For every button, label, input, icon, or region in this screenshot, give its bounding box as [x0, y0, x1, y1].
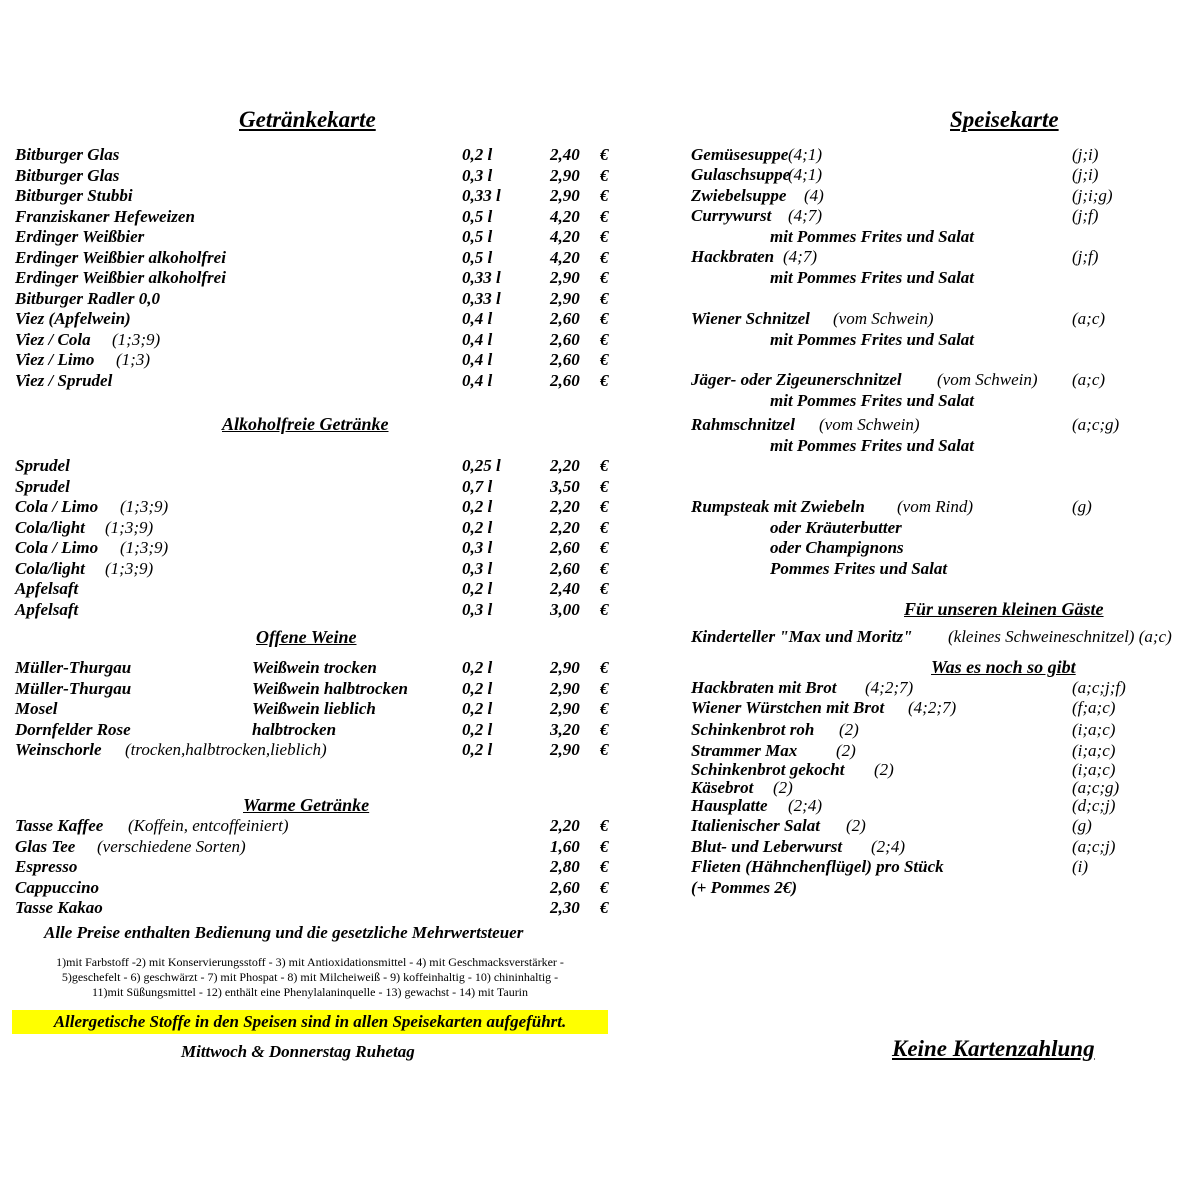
item-name: Apfelsaft [15, 579, 79, 598]
item-name: Apfelsaft [15, 599, 79, 619]
item-size: 0,2 l [462, 699, 493, 718]
item-name: Cola / Limo [15, 538, 99, 557]
item-note: (2) [836, 741, 856, 760]
wine-row [15, 699, 615, 719]
item-price: 2,60 [550, 329, 580, 349]
item-name: Wiener Schnitzel [691, 309, 810, 328]
item-note: (1;3;9) [112, 329, 161, 349]
item-name: Flieten (Hähnchenflügel) pro Stück [691, 857, 944, 876]
item-name: Currywurst [691, 206, 772, 225]
item-description: mit Pommes Frites und Salat [770, 391, 975, 410]
item-price: 2,90 [550, 288, 580, 308]
item-size: 0,33 l [462, 268, 501, 287]
item-description: mit Pommes Frites und Salat [770, 227, 975, 246]
item-note: (2) [773, 778, 793, 797]
item-allergens: (a;c;j) [1072, 837, 1116, 856]
extras-title: Was es noch so gibt [931, 657, 1076, 677]
item-note: (vom Schwein) [833, 309, 934, 328]
item-size: 0,33 l [462, 288, 501, 308]
item-name: Viez / Sprudel [15, 370, 113, 390]
item-size: 0,4 l [462, 370, 493, 390]
item-size: 0,2 l [462, 145, 493, 164]
item-price: 3,00 [550, 599, 580, 619]
item-allergens: (i;a;c) [1072, 760, 1116, 779]
drink-row [15, 330, 615, 350]
item-note: (kleines Schweineschnitzel) (a;c) [948, 627, 1172, 646]
item-name: Bitburger Stubbi [15, 186, 133, 205]
drink-row [15, 207, 615, 227]
item-price: 3,50 [550, 476, 580, 496]
food-row [691, 415, 1191, 435]
item-size: 0,4 l [462, 350, 493, 369]
item-name: Hackbraten mit Brot [691, 678, 837, 697]
item-currency: € [600, 719, 609, 739]
item-name: Bitburger Radler 0,0 [15, 288, 160, 308]
item-name: Cola/light [15, 517, 85, 537]
item-allergens: (d;c;j) [1072, 796, 1116, 815]
hot-drink-row [15, 878, 615, 898]
extra-row [691, 837, 1191, 857]
item-name: Cappuccino [15, 877, 100, 897]
item-size: 0,33 l [462, 186, 501, 205]
wine-row [15, 679, 615, 699]
item-name: Viez / Cola [15, 329, 91, 349]
item-description: mit Pommes Frites und Salat [770, 330, 975, 349]
item-note: (verschiedene Sorten) [97, 836, 246, 856]
item-name: Schinkenbrot gekocht [691, 760, 845, 779]
extra-row [691, 720, 1191, 740]
item-type: Weißwein lieblich [252, 699, 376, 718]
item-name: Strammer Max [691, 741, 798, 760]
item-price: 2,60 [550, 558, 580, 578]
item-size: 0,5 l [462, 206, 493, 226]
item-price: 2,90 [550, 678, 580, 698]
item-allergens: (a;c;j;f) [1072, 678, 1126, 697]
item-allergens: (j;f) [1072, 206, 1099, 225]
hot-drink-row [15, 898, 615, 918]
item-size: 0,2 l [462, 497, 493, 516]
item-name: Müller-Thurgau [15, 658, 132, 677]
extra-row [691, 698, 1191, 718]
item-name: Cola/light [15, 558, 85, 578]
footnote-line: 1)mit Farbstoff -2) mit Konservierungsstoff - 3) mit Antioxidationsmittel - 4) mit Geschmacksverstärker - [56, 955, 564, 969]
hot-drink-row [15, 857, 615, 877]
item-price: 2,40 [550, 145, 580, 164]
drink-row [15, 456, 615, 476]
item-currency: € [600, 658, 609, 677]
kids-item [691, 627, 1196, 647]
item-name: Tasse Kaffee [15, 816, 104, 835]
item-price: 2,90 [550, 165, 580, 185]
item-name: Erdinger Weißbier alkoholfrei [15, 268, 226, 287]
item-note: (2) [846, 816, 866, 835]
item-price: 2,60 [550, 877, 580, 897]
item-allergens: (a;c) [1072, 370, 1106, 389]
item-note: (4;2;7) [865, 678, 914, 697]
allergy-note: Allergetische Stoffe in den Speisen sind in allen Speisekarten aufgeführt. [12, 1010, 608, 1034]
weinschorle-row [15, 740, 615, 760]
food-sub-row [691, 518, 1191, 538]
footnote-line: 11)mit Süßungsmittel - 12) enthält eine Phenylalaninquelle - 13) gewachst - 14) mit Taurin [91, 985, 529, 999]
item-currency: € [600, 329, 609, 349]
item-size: 0,2 l [462, 579, 493, 598]
extra-row [691, 741, 1191, 761]
item-currency: € [600, 599, 609, 619]
food-sub-row [691, 559, 1191, 579]
extra-row [691, 857, 1191, 877]
item-price: 2,90 [550, 186, 580, 205]
item-allergens: (i;a;c) [1072, 720, 1116, 739]
item-size: 0,4 l [462, 329, 493, 349]
item-price: 2,90 [550, 658, 580, 677]
item-price: 1,60 [550, 836, 580, 856]
item-note: (2) [874, 760, 894, 779]
hot-drink-row [15, 837, 615, 857]
item-name: Sprudel [15, 456, 70, 475]
item-currency: € [600, 476, 609, 496]
item-allergens: (j;i) [1072, 145, 1099, 164]
item-currency: € [600, 288, 609, 308]
drink-row [15, 289, 615, 309]
item-size: 0,2 l [462, 740, 493, 759]
drink-row [15, 166, 615, 186]
item-description: mit Pommes Frites und Salat [770, 436, 975, 455]
item-name: Gemüsesuppe [691, 145, 789, 164]
item-price: 2,90 [550, 699, 580, 718]
item-price: 2,20 [550, 456, 580, 475]
item-price: 2,60 [550, 370, 580, 390]
item-description: oder Kräuterbutter [770, 518, 902, 537]
food-sub-row [691, 227, 1191, 247]
hot-drinks-title: Warme Getränke [243, 795, 370, 815]
item-currency: € [600, 497, 609, 516]
item-currency: € [600, 165, 609, 185]
drink-row [15, 350, 615, 370]
item-size: 0,2 l [462, 719, 493, 739]
food-row [691, 247, 1191, 267]
item-price: 2,90 [550, 740, 580, 759]
drink-row [15, 497, 615, 517]
item-name: (+ Pommes 2€) [691, 878, 798, 897]
item-name: Hausplatte [691, 796, 768, 815]
item-price: 4,20 [550, 227, 580, 246]
item-currency: € [600, 678, 609, 698]
item-note: (vom Schwein) [819, 415, 920, 434]
extra-row [691, 778, 1191, 798]
drink-row [15, 579, 615, 599]
drink-row [15, 518, 615, 538]
item-price: 2,60 [550, 538, 580, 557]
item-name: Erdinger Weißbier alkoholfrei [15, 247, 226, 267]
extra-row [691, 678, 1191, 698]
drink-row [15, 248, 615, 268]
item-name: Cola / Limo [15, 497, 99, 516]
item-size: 0,3 l [462, 165, 493, 185]
item-note: (1;3;9) [120, 538, 169, 557]
item-note: (4;1) [788, 145, 822, 164]
item-note: (2;4) [788, 796, 822, 815]
item-price: 2,60 [550, 350, 580, 369]
item-price: 2,40 [550, 579, 580, 598]
item-currency: € [600, 206, 609, 226]
item-note: (4;7) [788, 206, 822, 225]
item-price: 4,20 [550, 206, 580, 226]
closed-days-note: Mittwoch & Donnerstag Ruhetag [181, 1042, 415, 1061]
item-size: 0,2 l [462, 678, 493, 698]
wine-row [15, 658, 615, 678]
item-name: Franziskaner Hefeweizen [15, 206, 195, 226]
item-currency: € [600, 740, 609, 759]
item-name: Viez (Apfelwein) [15, 309, 131, 328]
food-row [691, 165, 1191, 185]
item-price: 2,20 [550, 816, 580, 835]
item-price: 4,20 [550, 247, 580, 267]
item-name: Gulaschsuppe [691, 165, 791, 184]
item-name: Tasse Kakao [15, 898, 103, 917]
item-currency: € [600, 699, 609, 718]
item-name: Dornfelder Rose [15, 719, 131, 739]
item-name: Rahmschnitzel [691, 415, 795, 434]
item-description: Pommes Frites und Salat [770, 559, 948, 578]
drink-row [15, 186, 615, 206]
item-name: Erdinger Weißbier [15, 227, 145, 246]
item-currency: € [600, 309, 609, 328]
item-allergens: (i) [1072, 857, 1089, 876]
item-name: Glas Tee [15, 836, 76, 856]
item-currency: € [600, 268, 609, 287]
item-currency: € [600, 370, 609, 390]
item-currency: € [600, 456, 609, 475]
item-note: (1;3;9) [105, 558, 154, 578]
item-note: (vom Schwein) [937, 370, 1038, 389]
food-sub-row [691, 330, 1191, 350]
item-name: Zwiebelsuppe [691, 186, 787, 205]
additives-footnotes [20, 955, 600, 1000]
item-size: 0,5 l [462, 247, 493, 267]
item-name: Weinschorle [15, 740, 102, 759]
hot-drink-row [15, 816, 615, 836]
item-currency: € [600, 579, 609, 598]
food-row [691, 145, 1191, 165]
item-price: 2,80 [550, 857, 580, 876]
item-name: Bitburger Glas [15, 165, 120, 185]
item-allergens: (j;i) [1072, 165, 1099, 184]
item-allergens: (i;a;c) [1072, 741, 1116, 760]
item-note: (4;2;7) [908, 698, 957, 717]
item-name: Sprudel [15, 476, 70, 496]
item-allergens: (f;a;c) [1072, 698, 1116, 717]
item-name: Kinderteller "Max und Moritz" [691, 627, 913, 646]
drink-row [15, 477, 615, 497]
drink-row [15, 600, 615, 620]
item-name: Italienischer Salat [691, 816, 820, 835]
item-currency: € [600, 538, 609, 557]
item-note: (4;7) [783, 247, 817, 266]
item-name: Mosel [15, 699, 58, 718]
item-size: 0,2 l [462, 658, 493, 677]
food-row [691, 497, 1191, 517]
item-currency: € [600, 558, 609, 578]
item-allergens: (g) [1072, 497, 1092, 516]
item-currency: € [600, 247, 609, 267]
kids-title: Für unseren kleinen Gäste [904, 599, 1104, 619]
item-allergens: (j;i;g) [1072, 186, 1113, 205]
food-row [691, 206, 1191, 226]
food-sub-row [691, 538, 1191, 558]
drink-row [15, 309, 615, 329]
item-currency: € [600, 227, 609, 246]
item-currency: € [600, 517, 609, 537]
item-price: 2,20 [550, 497, 580, 516]
drink-row [15, 268, 615, 288]
item-size: 0,25 l [462, 456, 501, 475]
item-price: 2,60 [550, 309, 580, 328]
food-sub-row [691, 268, 1191, 288]
item-name: Wiener Würstchen mit Brot [691, 698, 885, 717]
item-size: 0,4 l [462, 309, 493, 328]
item-name: Viez / Limo [15, 350, 95, 369]
item-type: Weißwein halbtrocken [252, 678, 408, 698]
footnote-line: 5)geschefelt - 6) geschwärzt - 7) mit Phospat - 8) mit Milcheiweiß - 9) koffeinhaltig - 10) chininhaltig - [61, 970, 559, 984]
item-size: 0,3 l [462, 538, 493, 557]
item-allergens: (a;c;g) [1072, 778, 1120, 797]
item-name: Müller-Thurgau [15, 678, 132, 698]
item-name: Käsebrot [691, 778, 754, 797]
vat-note: Alle Preise enthalten Bedienung und die gesetzliche Mehrwertsteuer [44, 923, 524, 942]
item-currency: € [600, 186, 609, 205]
item-currency: € [600, 816, 609, 835]
item-note: (Koffein, entcoffeiniert) [128, 816, 289, 835]
item-note: (1;3;9) [105, 517, 154, 537]
no-card-payment-note: Keine Kartenzahlung [892, 1036, 1095, 1061]
item-note: (1;3) [116, 350, 150, 369]
item-note: (1;3;9) [120, 497, 169, 516]
item-currency: € [600, 836, 609, 856]
item-name: Espresso [15, 857, 78, 876]
food-title: Speisekarte [950, 107, 1059, 132]
item-size: 0,5 l [462, 227, 493, 246]
item-name: Schinkenbrot roh [691, 720, 815, 739]
item-size: 0,2 l [462, 517, 493, 537]
item-price: 2,20 [550, 517, 580, 537]
item-name: Blut- und Leberwurst [691, 837, 843, 856]
food-row [691, 186, 1191, 206]
item-note: (2;4) [871, 837, 905, 856]
item-description: oder Champignons [770, 538, 904, 557]
drinks-title: Getränkekarte [239, 107, 376, 132]
item-type: halbtrocken [252, 719, 337, 739]
item-price: 3,20 [550, 719, 580, 739]
item-note: (2) [839, 720, 859, 739]
extra-row [691, 760, 1191, 780]
item-currency: € [600, 350, 609, 369]
food-row [691, 370, 1191, 390]
item-currency: € [600, 877, 609, 897]
drink-row [15, 227, 615, 247]
wine-row [15, 720, 615, 740]
item-description: mit Pommes Frites und Salat [770, 268, 975, 287]
drink-row [15, 559, 615, 579]
extra-row [691, 796, 1191, 816]
item-size: 0,7 l [462, 476, 493, 496]
item-currency: € [600, 145, 609, 164]
item-price: 2,90 [550, 268, 580, 287]
item-note: (vom Rind) [897, 497, 974, 516]
item-allergens: (j;f) [1072, 247, 1099, 266]
drink-row [15, 145, 615, 165]
item-allergens: (g) [1072, 816, 1092, 835]
item-currency: € [600, 857, 609, 876]
item-note: (4;1) [788, 165, 822, 184]
item-size: 0,3 l [462, 558, 493, 578]
item-allergens: (a;c) [1072, 309, 1106, 328]
extra-row [691, 816, 1191, 836]
item-type: Weißwein trocken [252, 658, 377, 677]
item-currency: € [600, 898, 609, 917]
drink-row [15, 371, 615, 391]
food-row [691, 309, 1191, 329]
item-note: (4) [804, 186, 824, 205]
softdrinks-title: Alkoholfreie Getränke [222, 414, 389, 434]
food-sub-row [691, 436, 1191, 456]
item-allergens: (a;c;g) [1072, 415, 1120, 434]
item-name: Rumpsteak mit Zwiebeln [691, 497, 865, 516]
item-name: Hackbraten [691, 247, 775, 266]
food-sub-row [691, 391, 1191, 411]
item-note: (trocken,halbtrocken,lieblich) [125, 740, 327, 759]
drink-row [15, 538, 615, 558]
extra-row [691, 878, 1191, 898]
wines-title: Offene Weine [256, 627, 357, 647]
item-price: 2,30 [550, 898, 580, 917]
item-name: Jäger- oder Zigeunerschnitzel [691, 370, 902, 389]
item-name: Bitburger Glas [15, 145, 120, 164]
item-size: 0,3 l [462, 599, 493, 619]
